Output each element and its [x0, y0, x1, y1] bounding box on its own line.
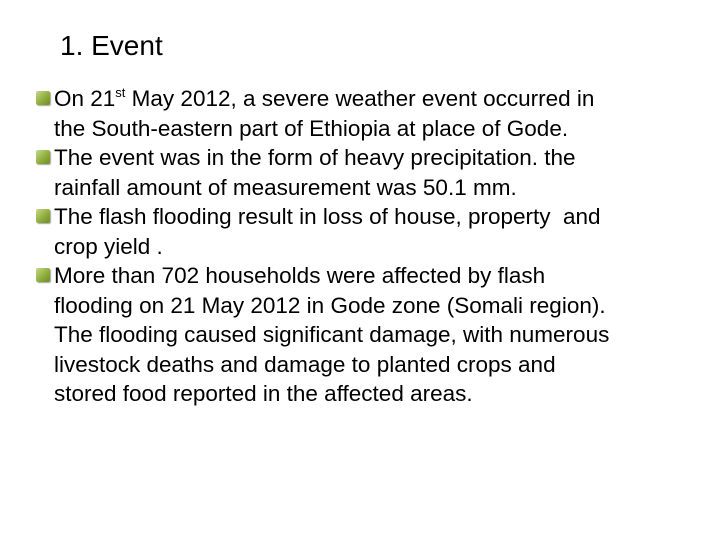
bullet-item — [36, 143, 702, 202]
checkbox-square-icon — [36, 150, 50, 164]
bullet-line: flooding on 21 May 2012 in Gode zone (Somali region). — [54, 292, 606, 318]
bullet-list — [36, 84, 702, 409]
bullet-line: The flash flooding result in loss of house, property and — [54, 204, 601, 229]
bullet-line: the South-eastern part of Ethiopia at place of Gode. — [54, 115, 569, 141]
checkbox-square-icon — [36, 268, 50, 282]
bullet-line: stored food reported in the affected areas. — [54, 381, 473, 406]
bullet-line: livestock deaths and damage to planted crops and — [54, 351, 556, 377]
bullet-item — [36, 202, 702, 261]
checkbox-square-icon — [36, 91, 50, 105]
checkbox-square-icon — [36, 209, 50, 223]
bullet-line: crop yield . — [54, 233, 163, 259]
slide-title: 1. Event — [60, 30, 163, 61]
bullet-line: More than 702 households were affected by flash — [54, 263, 546, 288]
bullet-line: rainfall amount of measurement was 50.1 mm. — [54, 174, 517, 200]
bullet-item — [36, 261, 702, 409]
ordinal-suffix: st — [115, 85, 126, 100]
bullet-item — [36, 84, 702, 143]
bullet-line: The flooding caused significant damage, with numerous — [54, 322, 610, 347]
bullet-line: The event was in the form of heavy precipitation. the — [54, 145, 576, 170]
bullet-line: On 21st May 2012, a severe weather event occurred in — [54, 85, 595, 111]
